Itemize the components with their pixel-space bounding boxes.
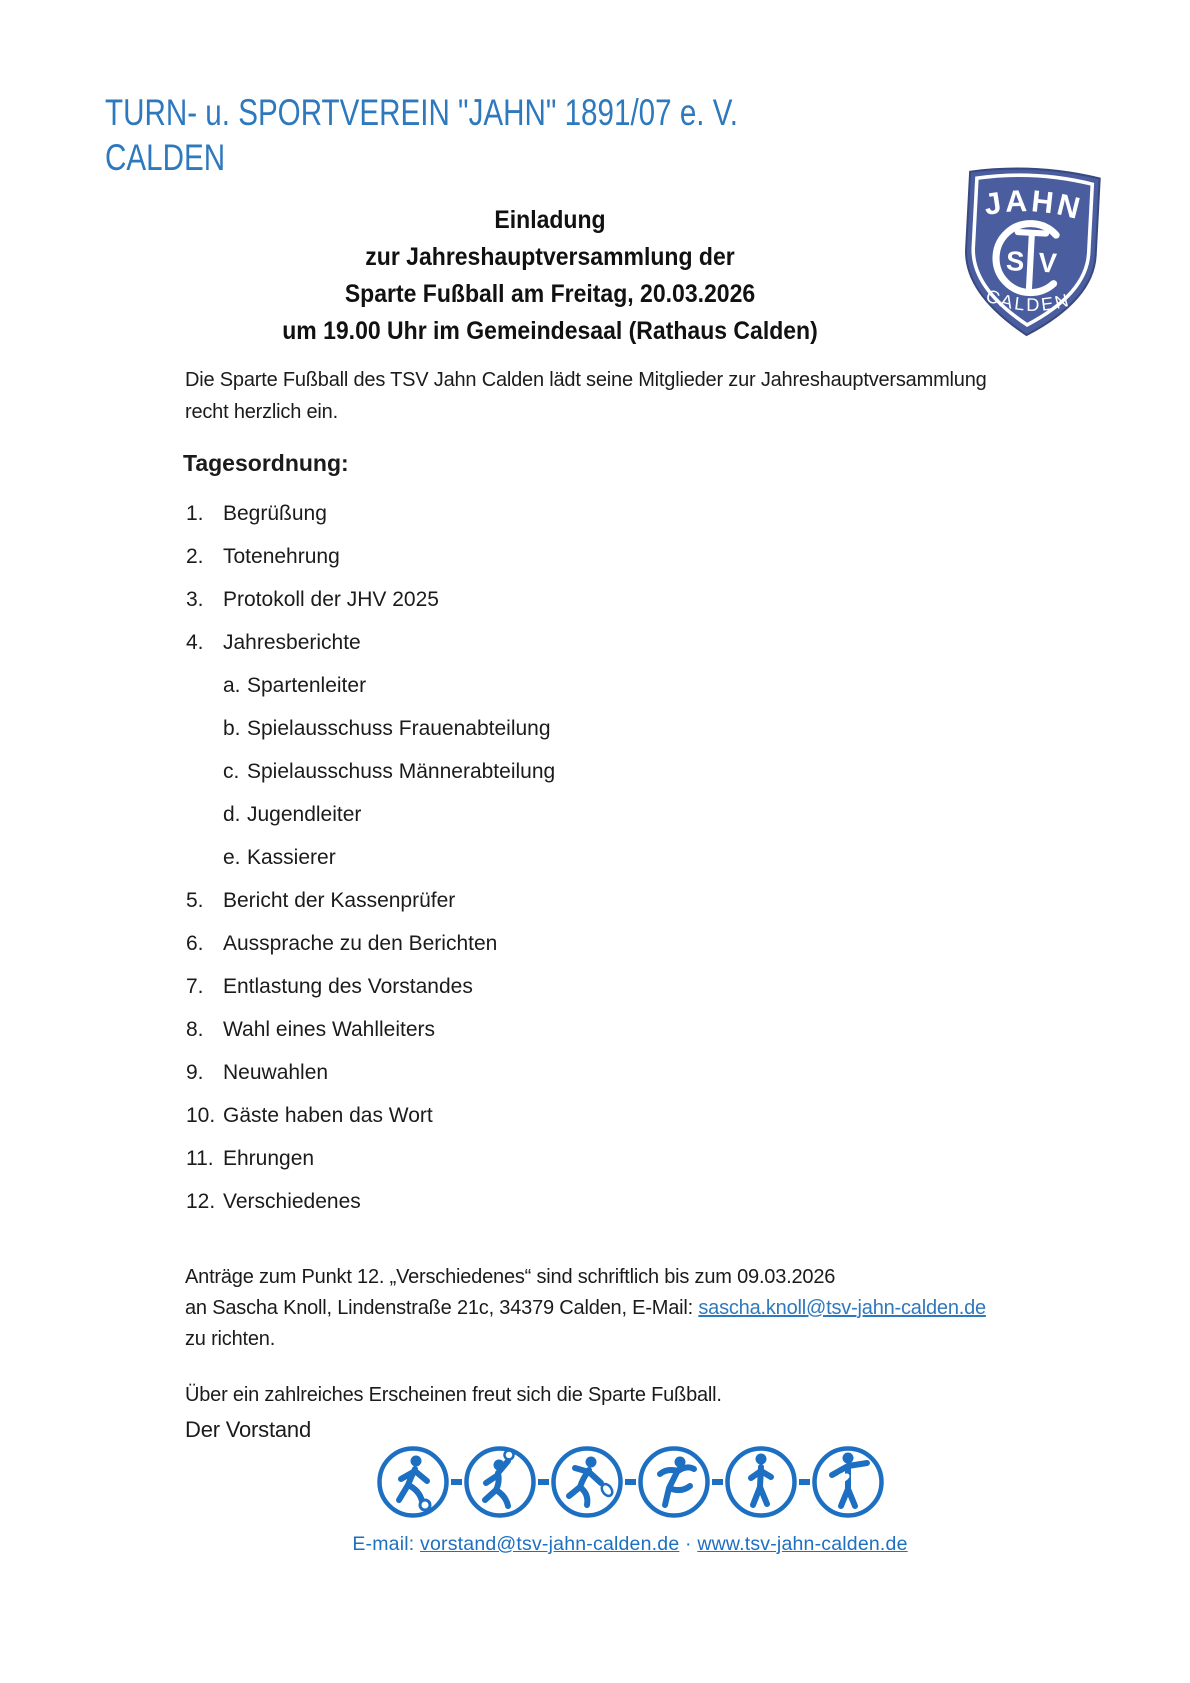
agenda-item-label: a. bbox=[223, 674, 241, 697]
agenda-item-label: 10. bbox=[186, 1104, 216, 1127]
footer bbox=[35, 1533, 1190, 1556]
agenda-subitem bbox=[223, 750, 555, 793]
agenda-item-text: Entlastung des Vorstandes bbox=[223, 975, 473, 998]
agenda-item-text: Aussprache zu den Berichten bbox=[223, 932, 498, 955]
badge-monogram-v: V bbox=[1037, 246, 1058, 279]
club-title bbox=[105, 90, 738, 180]
agenda-item-label: 4. bbox=[186, 631, 204, 654]
agenda-item-label: 8. bbox=[186, 1018, 204, 1041]
agenda-item bbox=[186, 922, 555, 965]
requests-paragraph bbox=[185, 1262, 986, 1355]
closing-paragraph bbox=[185, 1380, 722, 1445]
club-title-line1: TURN- u. SPORTVEREIN "JAHN" 1891/07 e. V. bbox=[105, 92, 738, 133]
icon-connector bbox=[451, 1479, 462, 1485]
requests-line2-text: an Sascha Knoll, Lindenstraße 21c, 34379 Calden, E-Mail: bbox=[185, 1297, 699, 1319]
agenda-item-label: b. bbox=[223, 717, 241, 740]
agenda-item-label: 11. bbox=[186, 1147, 214, 1170]
agenda-item-text: Begrüßung bbox=[223, 502, 327, 525]
walker-icon bbox=[723, 1444, 799, 1520]
agenda-item bbox=[186, 492, 555, 535]
agenda-item-text: Wahl eines Wahlleiters bbox=[223, 1018, 436, 1041]
footer-email-label: E-mail: bbox=[352, 1533, 421, 1555]
agenda-item-text: Spartenleiter bbox=[247, 674, 367, 697]
agenda-title: Tagesordnung: bbox=[183, 450, 349, 476]
agenda-item-label: 3. bbox=[186, 588, 204, 611]
footer-email-link[interactable]: vorstand@tsv-jahn-calden.de bbox=[420, 1533, 680, 1555]
requests-line2 bbox=[185, 1293, 986, 1324]
agenda-item bbox=[186, 1051, 555, 1094]
agenda-item-label: 1. bbox=[186, 502, 204, 525]
closing-line: Über ein zahlreiches Erscheinen freut sich die Sparte Fußball. bbox=[185, 1384, 722, 1406]
contact-email-link[interactable]: sascha.knoll@tsv-jahn-calden.de bbox=[698, 1297, 986, 1319]
gymnast-icon bbox=[636, 1444, 712, 1520]
agenda-item-label: e. bbox=[223, 846, 241, 869]
agenda-item-text: Ehrungen bbox=[223, 1147, 315, 1170]
icon-connector bbox=[538, 1479, 549, 1485]
agenda-item bbox=[186, 1180, 555, 1223]
agenda-item-label: 6. bbox=[186, 932, 204, 955]
invitation-line: um 19.00 Uhr im Gemeindesaal (Rathaus Calden) bbox=[282, 317, 818, 345]
agenda-item bbox=[186, 879, 555, 922]
agenda-item-text: Gäste haben das Wort bbox=[223, 1104, 433, 1127]
requests-line3: zu richten. bbox=[185, 1328, 276, 1350]
footer-separator: · bbox=[679, 1533, 698, 1555]
agenda-item-label: 2. bbox=[186, 545, 204, 568]
icon-connector bbox=[625, 1479, 636, 1485]
agenda-item bbox=[186, 535, 555, 578]
tennis-player-icon bbox=[549, 1444, 625, 1520]
club-badge bbox=[951, 154, 1110, 346]
badge-monogram-s: S bbox=[1005, 245, 1026, 277]
agenda-item-text: Verschiedenes bbox=[223, 1190, 361, 1213]
handball-player-icon bbox=[462, 1444, 538, 1520]
soccer-player-icon bbox=[375, 1444, 451, 1520]
requests-line1: Anträge zum Punkt 12. „Verschiedenes“ sind schriftlich bis zum 09.03.2026 bbox=[185, 1266, 836, 1288]
agenda-item bbox=[186, 621, 555, 664]
agenda-item-text: Spielausschuss Frauenabteilung bbox=[247, 717, 551, 740]
agenda-subitem bbox=[223, 836, 555, 879]
club-title-line2: CALDEN bbox=[105, 137, 226, 178]
agenda-list bbox=[186, 492, 555, 1223]
agenda-item bbox=[186, 1094, 555, 1137]
invitation-line: zur Jahreshauptversammlung der bbox=[365, 243, 735, 271]
agenda-subitem bbox=[223, 707, 555, 750]
signature: Der Vorstand bbox=[185, 1417, 312, 1442]
agenda-item-label: 5. bbox=[186, 889, 204, 912]
agenda-item-text: Bericht der Kassenprüfer bbox=[223, 889, 456, 912]
agenda-item-text: Jugendleiter bbox=[247, 803, 362, 826]
club-badge-icon bbox=[951, 154, 1110, 346]
agenda-item-text: Neuwahlen bbox=[223, 1061, 329, 1084]
intro-line1: Die Sparte Fußball des TSV Jahn Calden lädt seine Mitglieder zur Jahreshauptversammlung bbox=[185, 369, 987, 391]
invitation-line: Sparte Fußball am Freitag, 20.03.2026 bbox=[344, 280, 756, 308]
agenda-item-text: Jahresberichte bbox=[223, 631, 361, 654]
agenda-item bbox=[186, 965, 555, 1008]
agenda-subitem bbox=[223, 793, 555, 836]
sports-icons-row bbox=[35, 1444, 1190, 1520]
badge-text-top: JAHN bbox=[981, 184, 1087, 227]
footer-website-link[interactable]: www.tsv-jahn-calden.de bbox=[697, 1533, 908, 1555]
agenda-item bbox=[186, 578, 555, 621]
agenda-subitem bbox=[223, 664, 555, 707]
badge-text-bottom: CALDEN bbox=[983, 284, 1073, 315]
intro-paragraph bbox=[185, 364, 987, 428]
agenda-item-text: Kassierer bbox=[247, 846, 336, 869]
agenda-item-label: c. bbox=[223, 760, 240, 783]
agenda-item-label: 7. bbox=[186, 975, 204, 998]
invitation-heading bbox=[219, 202, 881, 350]
agenda-item-label: 9. bbox=[186, 1061, 204, 1084]
icon-connector bbox=[712, 1479, 723, 1485]
agenda-item-text: Protokoll der JHV 2025 bbox=[223, 588, 439, 611]
agenda-item bbox=[186, 1008, 555, 1051]
icon-connector bbox=[799, 1479, 810, 1485]
agenda-item-text: Spielausschuss Männerabteilung bbox=[247, 760, 556, 783]
agenda-item-label: 12. bbox=[186, 1190, 216, 1213]
agenda-item-label: d. bbox=[223, 803, 241, 826]
invitation-line: Einladung bbox=[494, 206, 606, 234]
heart-gymnast-icon bbox=[810, 1444, 886, 1520]
agenda-item bbox=[186, 1137, 555, 1180]
intro-line2: recht herzlich ein. bbox=[185, 401, 338, 423]
agenda-item-text: Totenehrung bbox=[223, 545, 340, 568]
